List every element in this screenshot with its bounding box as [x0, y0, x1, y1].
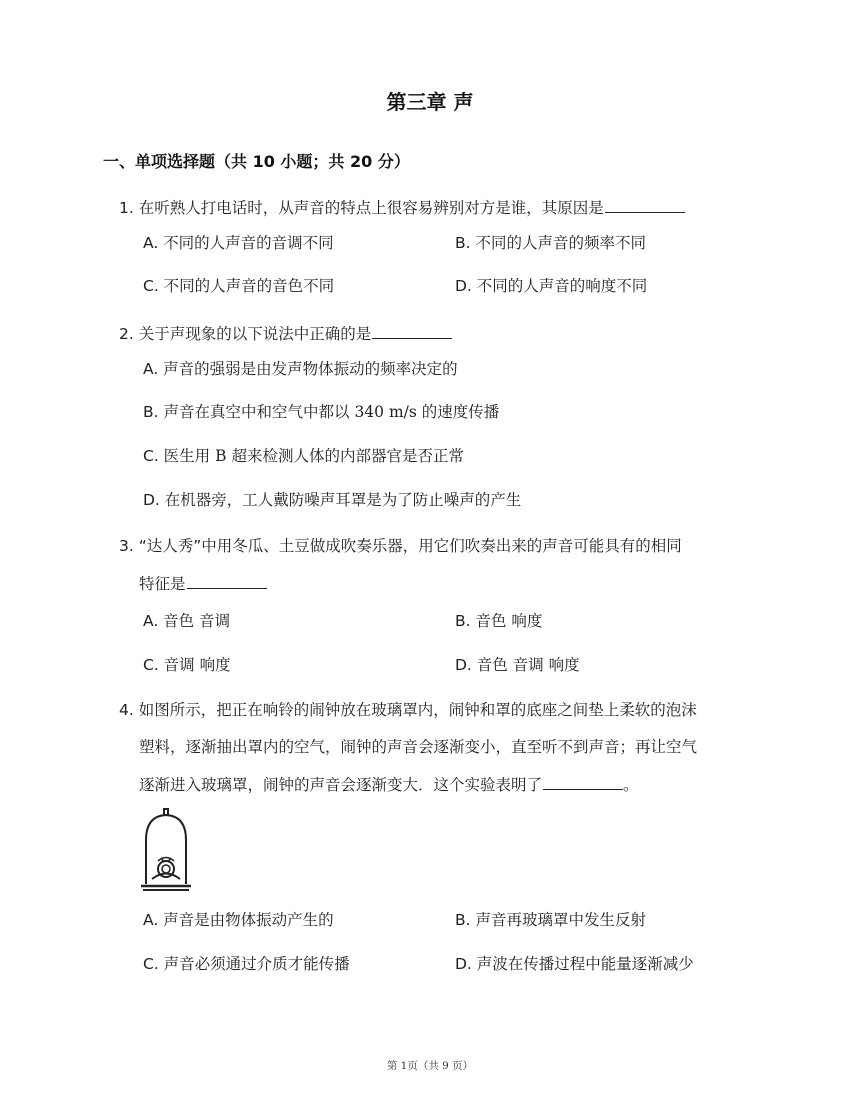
- question-1-stem: [119, 196, 685, 219]
- question-3-option-c: C. 音调 响度: [143, 656, 231, 674]
- question-2-option-c-tail: 超来检测人体的内部器官是否正常: [231, 447, 464, 465]
- answer-blank: [543, 773, 623, 790]
- b-ultrasound-label: B: [215, 447, 227, 465]
- question-4-option-c: C. 声音必须通过介质才能传播: [143, 955, 350, 973]
- question-2-option-c: [143, 445, 464, 467]
- question-4-text: 逐渐进入玻璃罩，闹钟的声音会逐渐变大．这个实验表明了: [139, 776, 543, 794]
- question-4-stem-line1: 4. 如图所示，把正在响铃的闹钟放在玻璃罩内，闹钟和罩的底座之间垫上柔软的泡沫: [119, 701, 697, 719]
- answer-blank: [372, 322, 452, 339]
- answer-blank: [605, 196, 685, 213]
- question-3-option-a: A. 音色 音调: [143, 612, 231, 630]
- question-2-option-d: D. 在机器旁，工人戴防噪声耳罩是为了防止噪声的产生: [143, 491, 522, 509]
- question-3-stem-line1: 3. “达人秀”中用冬瓜、土豆做成吹奏乐器，用它们吹奏出来的声音可能具有的相同: [119, 537, 682, 555]
- page-title: 第三章 声: [386, 90, 474, 114]
- question-1-text: 1. 在听熟人打电话时，从声音的特点上很容易辨别对方是谁，其原因是: [119, 199, 604, 217]
- bell-jar-alarm-clock-figure: [138, 806, 194, 894]
- question-4-stem-line2: 塑料，逐渐抽出罩内的空气，闹钟的声音会逐渐变小，直至听不到声音；再让空气: [139, 738, 698, 756]
- answer-blank: [187, 572, 267, 589]
- section-heading: 一、单项选择题（共 10 小题；共 20 分）: [103, 152, 410, 171]
- question-2-option-b-tail: 的速度传播: [421, 403, 500, 421]
- speed-value: 340 m/s: [354, 403, 417, 421]
- question-4-stem-line3: [139, 773, 639, 796]
- question-2-text: 2. 关于声现象的以下说法中正确的是: [119, 325, 372, 343]
- question-2-option-b: [143, 401, 499, 423]
- question-1-option-c: C. 不同的人声音的音色不同: [143, 277, 335, 295]
- question-1-option-d: D. 不同的人声音的响度不同: [455, 277, 648, 295]
- question-2-option-b-text: B. 声音在真空中和空气中都以: [143, 403, 350, 421]
- question-4-end: 。: [623, 776, 639, 794]
- question-4-option-a: A. 声音是由物体振动产生的: [143, 911, 334, 929]
- question-2-option-a: A. 声音的强弱是由发声物体振动的频率决定的: [143, 360, 458, 378]
- question-2-stem: [119, 322, 452, 345]
- page-footer: 第 1页（共 9 页）: [386, 1060, 474, 1072]
- question-3-text: 特征是: [139, 575, 186, 593]
- question-1-option-b: B. 不同的人声音的频率不同: [455, 234, 646, 252]
- question-3-option-d: D. 音色 音调 响度: [455, 656, 580, 674]
- question-4-option-b: B. 声音再玻璃罩中发生反射: [455, 911, 646, 929]
- question-4-option-d: D. 声波在传播过程中能量逐渐减少: [455, 955, 694, 973]
- question-3-stem-line2: [139, 572, 267, 595]
- question-3-option-b: B. 音色 响度: [455, 612, 543, 630]
- question-1-option-a: A. 不同的人声音的音调不同: [143, 234, 334, 252]
- question-2-option-c-text: C. 医生用: [143, 447, 211, 465]
